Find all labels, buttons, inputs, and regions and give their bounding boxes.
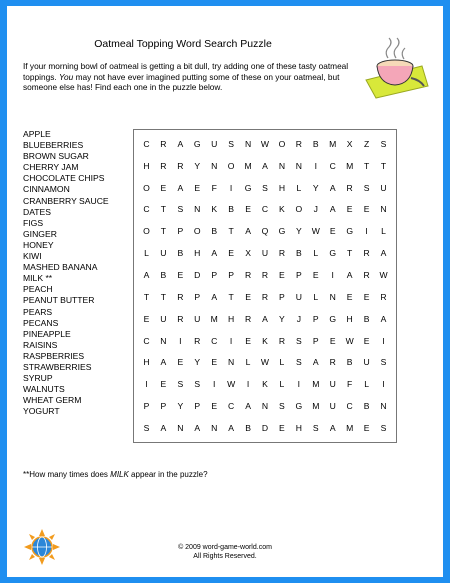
- letter-grid: [133, 129, 397, 443]
- grid-cell: W: [379, 270, 388, 281]
- word-list-item: WALNUTS: [23, 384, 65, 395]
- grid-cell: A: [177, 182, 184, 193]
- grid-cell: E: [245, 204, 251, 215]
- grid-cell: H: [346, 313, 353, 324]
- note-suffix: appear in the puzzle?: [128, 470, 208, 479]
- grid-cell: P: [312, 335, 319, 346]
- grid-cell: D: [261, 423, 269, 434]
- grid-cell: L: [313, 248, 319, 259]
- grid-cell: R: [295, 138, 302, 149]
- copyright-line-1: © 2009 word-game-world.com: [178, 544, 272, 551]
- grid-cell: K: [279, 204, 285, 215]
- grid-cell: M: [329, 138, 337, 149]
- grid-cell: K: [211, 204, 218, 215]
- grid-cell: R: [160, 160, 167, 171]
- grid-cell: N: [261, 401, 269, 412]
- grid-cell: E: [279, 270, 285, 281]
- word-list-item: PECANS: [23, 317, 59, 328]
- grid-cell: D: [194, 270, 201, 281]
- grid-cell: L: [279, 379, 285, 390]
- intro-text: [23, 61, 361, 93]
- word-list-item: YOGURT: [23, 406, 60, 417]
- grid-cell: E: [245, 291, 251, 302]
- grid-cell: R: [177, 160, 184, 171]
- grid-cell: B: [211, 226, 218, 237]
- word-list-item: SYRUP: [23, 373, 53, 384]
- grid-cell: M: [312, 379, 320, 390]
- grid-cell: R: [363, 248, 370, 259]
- grid-cell: U: [211, 138, 218, 149]
- grid-cell: B: [346, 357, 353, 368]
- word-list-item: HONEY: [23, 239, 54, 250]
- grid-cell: Y: [295, 226, 302, 237]
- grid-cell: U: [363, 357, 370, 368]
- grid-cell: E: [160, 379, 167, 390]
- grid-cell: F: [347, 379, 353, 390]
- grid-cell: S: [380, 423, 387, 434]
- grid-cell: E: [363, 335, 370, 346]
- grid-cell: G: [244, 182, 252, 193]
- grid-cell: U: [380, 182, 387, 193]
- word-list-item: CINNAMON: [23, 184, 70, 195]
- word-list-item: MILK **: [23, 273, 53, 284]
- word-list-item: WHEAT GERM: [23, 395, 82, 406]
- grid-cell: S: [262, 182, 268, 193]
- grid-cell: I: [297, 379, 301, 390]
- grid-cell: S: [194, 379, 201, 390]
- grid-cell: S: [177, 204, 184, 215]
- grid-cell: E: [143, 313, 150, 324]
- grid-cell: L: [245, 357, 251, 368]
- grid-cell: U: [329, 401, 336, 412]
- grid-cell: R: [244, 270, 252, 281]
- grid-cell: C: [143, 204, 150, 215]
- grid-cell: B: [160, 270, 167, 281]
- grid-cell: A: [329, 204, 336, 215]
- grid-cell: J: [296, 313, 301, 324]
- grid-cell: B: [312, 138, 319, 149]
- grid-cell: C: [228, 401, 235, 412]
- grid-cell: H: [295, 423, 302, 434]
- grid-cell: A: [211, 291, 218, 302]
- copyright: [7, 543, 443, 561]
- grid-cell: I: [212, 379, 216, 390]
- grid-cell: P: [312, 313, 319, 324]
- grid-cell: T: [363, 160, 370, 171]
- grid-cell: H: [278, 182, 286, 193]
- intro-part-2: You: [58, 71, 74, 82]
- grid-cell: W: [345, 335, 354, 346]
- grid-cell: E: [245, 335, 251, 346]
- grid-cell: Y: [279, 313, 285, 324]
- grid-cell: N: [177, 423, 184, 434]
- grid-cell: B: [228, 204, 234, 215]
- grid-cell: S: [295, 335, 302, 346]
- word-list-item: CHERRY JAM: [23, 162, 79, 173]
- grid-cell: E: [312, 270, 319, 281]
- grid-cell: B: [177, 248, 184, 259]
- word-list-item: CHOCOLATE CHIPS: [23, 173, 105, 184]
- grid-cell: G: [193, 138, 201, 149]
- grid-cell: A: [194, 423, 201, 434]
- grid-cell: E: [346, 291, 353, 302]
- grid-cell: N: [295, 160, 302, 171]
- grid-cell: P: [211, 270, 218, 281]
- grid-cell: X: [245, 248, 251, 259]
- grid-cell: M: [244, 160, 252, 171]
- note-italic: MILK: [110, 470, 129, 479]
- grid-cell: A: [262, 313, 268, 324]
- grid-cell: A: [160, 423, 167, 434]
- grid-cell: M: [346, 423, 354, 434]
- grid-cell: R: [278, 335, 286, 346]
- grid-cell: W: [227, 379, 236, 390]
- word-list-item: DATES: [23, 206, 52, 217]
- grid-cell: B: [245, 423, 251, 434]
- grid-cell: P: [228, 270, 234, 281]
- grid-cell: G: [329, 313, 337, 324]
- grid-cell: Y: [177, 401, 184, 412]
- grid-cell: N: [211, 160, 218, 171]
- grid-cell: C: [261, 204, 269, 215]
- grid-cell: A: [245, 401, 251, 412]
- grid-cell: U: [160, 248, 167, 259]
- grid-cell: O: [143, 182, 150, 193]
- grid-cell: B: [295, 248, 302, 259]
- grid-cell: E: [279, 423, 285, 434]
- oatmeal-bowl-icon: [362, 36, 430, 104]
- word-list-item: APPLE: [23, 129, 51, 139]
- grid-cell: I: [382, 335, 385, 346]
- grid-cell: P: [194, 291, 201, 302]
- grid-cell: E: [177, 270, 184, 281]
- grid-cell: H: [143, 357, 150, 368]
- word-list-item: KIWI: [23, 251, 42, 262]
- page-title: Oatmeal Topping Word Search Puzzle: [94, 38, 272, 50]
- grid-cell: C: [329, 160, 336, 171]
- grid-cell: P: [160, 401, 167, 412]
- grid-cell: A: [160, 357, 167, 368]
- grid-cell: R: [380, 291, 387, 302]
- word-list-item: RASPBERRIES: [23, 350, 85, 361]
- grid-cell: I: [229, 182, 233, 193]
- grid-cell: S: [143, 423, 150, 434]
- grid-cell: R: [278, 248, 286, 259]
- grid-cell: Y: [312, 182, 319, 193]
- copyright-line-2: All Rights Reserved.: [193, 553, 257, 560]
- grid-cell: Y: [194, 357, 201, 368]
- word-list-item: PEARS: [23, 306, 53, 317]
- grid-cell: L: [364, 379, 369, 390]
- grid-cell: E: [211, 401, 218, 412]
- grid-cell: C: [143, 138, 150, 149]
- grid-cell: U: [261, 248, 269, 259]
- grid-cell: A: [329, 182, 336, 193]
- grid-cell: P: [177, 226, 184, 237]
- grid-cell: R: [363, 270, 370, 281]
- grid-cell: R: [177, 313, 184, 324]
- word-list-item: CRANBERRY SAUCE: [23, 195, 109, 206]
- grid-cell: E: [194, 182, 201, 193]
- grid-cell: R: [261, 291, 269, 302]
- grid-cell: U: [295, 291, 302, 302]
- grid-cell: N: [194, 204, 201, 215]
- grid-cell: E: [160, 182, 167, 193]
- grid-cell: P: [194, 401, 201, 412]
- grid-cell: A: [346, 270, 353, 281]
- grid-cell: I: [314, 160, 317, 171]
- grid-cell: S: [279, 401, 285, 412]
- grid-cell: O: [143, 226, 150, 237]
- grid-cell: N: [278, 160, 286, 171]
- grid-cell: O: [295, 204, 303, 215]
- grid-cell: R: [329, 357, 336, 368]
- grid-cell: K: [262, 379, 268, 390]
- grid-cell: M: [210, 313, 218, 324]
- grid-cell: N: [211, 423, 218, 434]
- grid-cell: R: [194, 335, 201, 346]
- grid-cell: N: [380, 401, 387, 412]
- grid-cell: S: [380, 357, 387, 368]
- grid-cell: A: [177, 138, 184, 149]
- grid-cell: T: [143, 291, 150, 302]
- word-list-item: STRAWBERRIES: [23, 361, 92, 372]
- grid-cell: A: [380, 248, 387, 259]
- grid-cell: U: [194, 313, 201, 324]
- grid-cell: A: [262, 160, 268, 171]
- word-list-item: FIGS: [23, 217, 44, 228]
- grid-cell: E: [346, 204, 353, 215]
- puzzle-page: [7, 6, 443, 577]
- grid-cell: A: [329, 423, 336, 434]
- grid-cell: F: [211, 182, 217, 193]
- grid-cell: E: [228, 248, 234, 259]
- word-list-item: RAISINS: [23, 339, 58, 350]
- grid-cell: G: [329, 248, 337, 259]
- grid-cell: Q: [261, 226, 269, 237]
- grid-cell: E: [329, 226, 336, 237]
- grid-cell: T: [160, 291, 167, 302]
- grid-cell: S: [177, 379, 184, 390]
- grid-cell: T: [228, 226, 234, 237]
- grid-cell: I: [246, 379, 250, 390]
- grid-cell: W: [311, 226, 320, 237]
- word-list: [23, 129, 109, 417]
- grid-cell: N: [160, 335, 167, 346]
- grid-cell: C: [346, 401, 353, 412]
- grid-cell: H: [194, 248, 201, 259]
- word-list-item: MASHED BANANA: [23, 262, 98, 273]
- grid-cell: J: [313, 204, 318, 215]
- word-list-item: PEACH: [23, 284, 53, 295]
- grid-cell: N: [380, 204, 387, 215]
- grid-cell: I: [179, 335, 182, 346]
- milk-question: [23, 470, 208, 479]
- grid-cell: L: [296, 182, 302, 193]
- grid-cell: S: [312, 423, 319, 434]
- grid-cell: E: [363, 204, 370, 215]
- grid-cell: I: [331, 270, 334, 281]
- grid-cell: R: [346, 182, 353, 193]
- grid-cell: B: [363, 313, 370, 324]
- grid-cell: A: [211, 248, 218, 259]
- grid-cell: I: [229, 335, 233, 346]
- grid-cell: E: [177, 357, 184, 368]
- grid-cell: G: [278, 226, 286, 237]
- intro-part-1: If your morning bowl of oatmeal is getting a bit dull, try adding one of these tasty oatmeal toppings.: [23, 61, 349, 82]
- grid-cell: Z: [363, 138, 370, 149]
- grid-cell: L: [381, 226, 386, 237]
- grid-cell: O: [227, 160, 235, 171]
- grid-cell: G: [295, 401, 303, 412]
- word-list-item: BLUEBERRIES: [23, 140, 84, 151]
- grid-cell: R: [261, 270, 269, 281]
- grid-cell: A: [380, 313, 387, 324]
- grid-cell: E: [211, 357, 218, 368]
- note-prefix: **How many times does: [23, 470, 111, 479]
- grid-cell: W: [260, 357, 270, 368]
- grid-cell: P: [143, 401, 150, 412]
- grid-cell: T: [347, 248, 353, 259]
- grid-cell: S: [295, 357, 302, 368]
- grid-cell: M: [312, 401, 320, 412]
- grid-cell: G: [346, 226, 353, 237]
- grid-cell: P: [295, 270, 302, 281]
- word-list-item: GINGER: [23, 228, 57, 239]
- grid-cell: I: [145, 379, 148, 390]
- grid-cell: M: [346, 160, 354, 171]
- grid-cell: H: [228, 313, 235, 324]
- grid-cell: K: [262, 335, 268, 346]
- grid-cell: T: [228, 291, 234, 302]
- grid-cell: X: [346, 138, 353, 149]
- grid-cell: E: [363, 291, 370, 302]
- grid-cell: W: [260, 138, 270, 149]
- grid-cell: N: [228, 357, 235, 368]
- grid-cell: U: [329, 379, 336, 390]
- grid-cell: S: [363, 182, 370, 193]
- grid-cell: C: [143, 335, 150, 346]
- word-list-item: PINEAPPLE: [23, 328, 71, 339]
- grid-cell: Y: [194, 160, 201, 171]
- grid-cell: E: [329, 335, 336, 346]
- grid-cell: S: [380, 138, 387, 149]
- grid-cell: A: [312, 357, 319, 368]
- grid-cell: I: [382, 379, 385, 390]
- grid-cell: L: [144, 248, 149, 259]
- grid-cell: R: [244, 313, 252, 324]
- grid-cell: N: [244, 138, 252, 149]
- grid-cell: P: [279, 291, 285, 302]
- grid-cell: N: [329, 291, 336, 302]
- grid-cell: R: [160, 138, 167, 149]
- grid-cell: B: [363, 401, 370, 412]
- word-list-item: BROWN SUGAR: [23, 151, 89, 162]
- grid-cell: O: [193, 226, 201, 237]
- grid-cell: I: [365, 226, 368, 237]
- grid-cell: A: [143, 270, 150, 281]
- grid-cell: A: [228, 423, 234, 434]
- grid-cell: T: [380, 160, 387, 171]
- word-list-item: PEANUT BUTTER: [23, 295, 95, 306]
- grid-cell: L: [279, 357, 285, 368]
- grid-cell: L: [313, 291, 319, 302]
- grid-cell: U: [160, 313, 167, 324]
- grid-cell: H: [143, 160, 150, 171]
- grid-cell: T: [160, 226, 167, 237]
- intro-part-3: may not have ever imagined putting some of these on your oatmeal, but someone else has! Find each one in the puzzle below.: [23, 71, 340, 92]
- grid-cell: R: [177, 291, 184, 302]
- grid-cell: T: [160, 204, 167, 215]
- grid-cell: E: [363, 423, 370, 434]
- grid-cell: S: [228, 138, 234, 149]
- grid-cell: C: [211, 335, 218, 346]
- grid-cell: A: [245, 226, 251, 237]
- grid-cell: O: [278, 138, 286, 149]
